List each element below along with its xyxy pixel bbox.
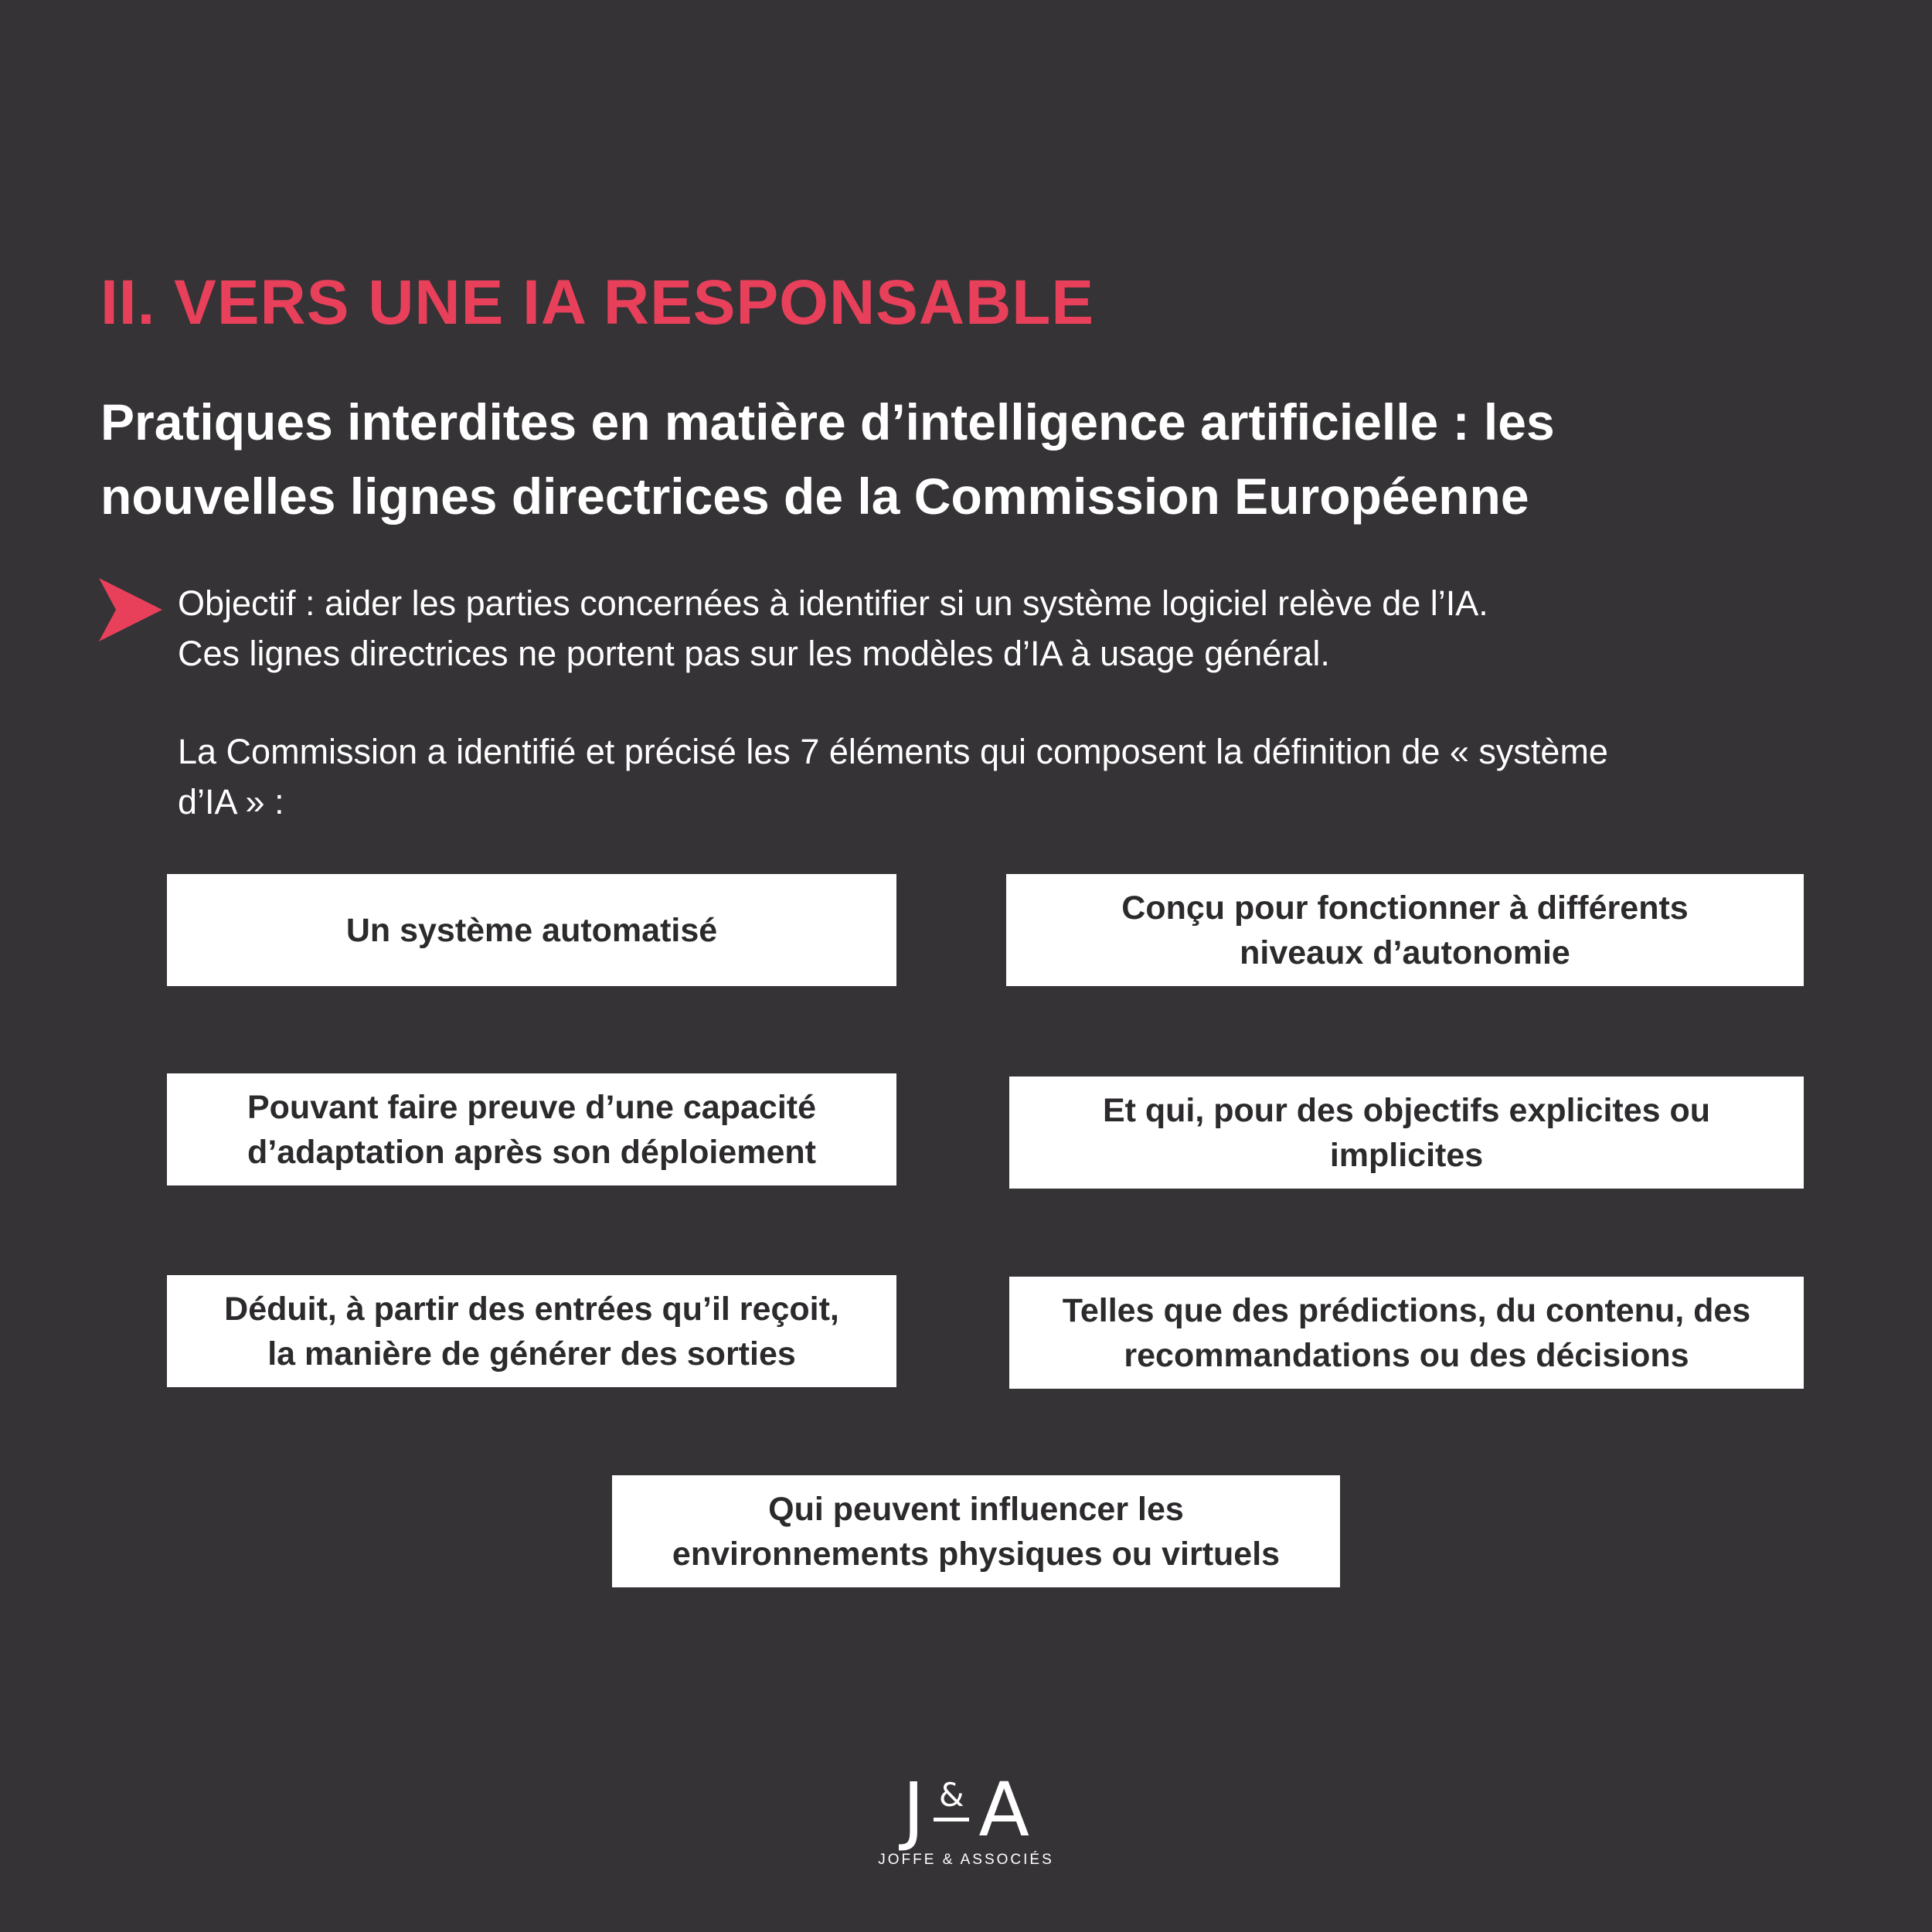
element-box-inference [167,1275,896,1387]
definition-lead-line: La Commission a identifié et précisé les 7 éléments qui composent la définition de « système [178,732,1608,771]
logo-ampersand-bar [934,1818,969,1821]
logo-ampersand-glyph: & [938,1776,964,1814]
element-box-line: environnements physiques ou virtuels [672,1535,1281,1573]
section-title: II. VERS UNE IA RESPONSABLE [100,267,1095,338]
logo-mark [872,1767,1060,1853]
objective-line: Ces lignes directrices ne portent pas sur les modèles d’IA à usage général. [178,634,1330,673]
element-box-line: d’adaptation après son déploiement [247,1133,816,1171]
element-box-line: Pouvant faire preuve d’une capacité [247,1088,817,1126]
definition-lead-line: d’IA » : [178,782,284,821]
logo-subtitle: JOFFE & ASSOCIÉS [878,1852,1054,1868]
element-box-objectives [1009,1077,1804,1189]
objective-line: Objectif : aider les parties concernées à identifier si un système logiciel relève de l’IA. [178,583,1488,623]
element-box-line: Conçu pour fonctionner à différents [1121,889,1689,927]
element-box-adaptiveness [167,1073,896,1185]
element-box-line: Telles que des prédictions, du contenu, des [1062,1291,1751,1329]
element-box-line: la manière de générer des sorties [267,1335,796,1372]
page-title-line: Pratiques interdites en matière d’intelligence artificielle : les [100,393,1555,451]
element-box-line: Et qui, pour des objectifs explicites ou [1102,1091,1711,1129]
element-box-outputs [1009,1277,1804,1389]
logo-letter-j: J [903,1767,925,1853]
page-title [100,385,1847,533]
element-box-line: niveaux d’autonomie [1240,934,1570,971]
logo-ampersand [924,1773,978,1847]
element-box-automated-system [167,874,896,986]
element-box-line: recommandations ou des décisions [1124,1336,1689,1374]
page-title-line: nouvelles lignes directrices de la Commission Européenne [100,468,1529,525]
joffe-associes-logo [872,1767,1060,1870]
element-box-environments [612,1475,1340,1587]
element-box-line: Déduit, à partir des entrées qu’il reçoit, [224,1290,839,1328]
element-box-line: Un système automatisé [345,911,718,949]
definition-lead-text [178,726,1801,827]
objective-text [178,578,1801,679]
logo-letter-a: A [978,1767,1029,1853]
element-box-line: implicites [1329,1136,1484,1174]
arrow-right-icon [99,578,162,641]
element-box-line: Qui peuvent influencer les [768,1490,1184,1528]
element-box-autonomy [1006,874,1804,986]
